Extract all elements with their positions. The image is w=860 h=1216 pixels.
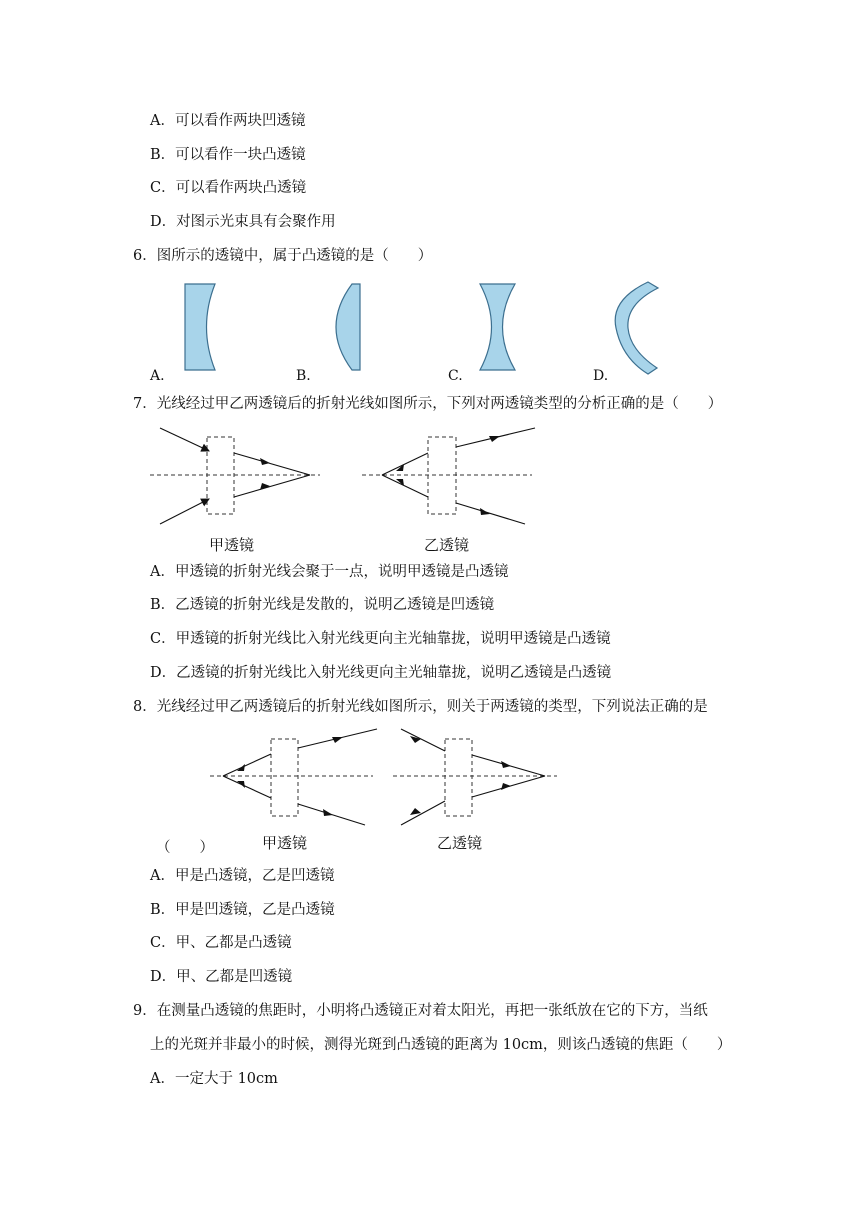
q8-answer-paren: （ ） <box>156 840 214 856</box>
lens-c-icon <box>480 284 515 370</box>
q5-option-d: D．对图示光束具有会聚作用 <box>150 214 336 230</box>
q8-ray-diagram <box>205 724 565 830</box>
q9-stem-line2: 上的光斑并非最小的时候，测得光斑到凸透镜的距离为 10cm，则该凸透镜的焦距（ ） <box>150 1037 732 1053</box>
q7-caption-jia: 甲透镜 <box>209 536 255 554</box>
lens-b-icon <box>336 284 360 370</box>
q8-option-b: B．甲是凹透镜，乙是凸透镜 <box>150 902 335 918</box>
q8-lens-yi-icon <box>445 739 472 816</box>
q8-option-a: A．甲是凸透镜，乙是凹透镜 <box>150 868 335 884</box>
q8-option-c: C．甲、乙都是凸透镜 <box>150 935 292 951</box>
q5-option-b: B．可以看作一块凸透镜 <box>150 147 306 163</box>
q9-option-a: A．一定大于 10cm <box>150 1071 278 1087</box>
q7-caption-yi: 乙透镜 <box>424 536 470 554</box>
q9-stem-line1: 9．在测量凸透镜的焦距时，小明将凸透镜正对着太阳光，再把一张纸放在它的下方，当纸 <box>133 1003 708 1019</box>
q6-label-c: C. <box>448 368 463 384</box>
q7-ray-diagram <box>150 420 550 532</box>
q8-caption-jia: 甲透镜 <box>262 834 308 852</box>
q5-option-a: A．可以看作两块凹透镜 <box>150 113 306 129</box>
q6-label-a: A. <box>150 368 165 384</box>
q7-option-b: B．乙透镜的折射光线是发散的，说明乙透镜是凹透镜 <box>150 597 495 613</box>
q6-lens-figure <box>140 278 660 388</box>
lens-a-icon <box>185 284 215 370</box>
q8-caption-yi: 乙透镜 <box>437 834 483 852</box>
q7-option-d: D．乙透镜的折射光线比入射光线更向主光轴靠拢，说明乙透镜是凸透镜 <box>150 665 612 681</box>
q5-option-c: C．可以看作两块凸透镜 <box>150 180 307 196</box>
lens-d-icon <box>615 282 658 374</box>
q7-option-a: A．甲透镜的折射光线会聚于一点，说明甲透镜是凸透镜 <box>150 564 509 580</box>
q8-option-d: D．甲、乙都是凹透镜 <box>150 969 293 985</box>
q7-option-c: C．甲透镜的折射光线比入射光线更向主光轴靠拢，说明甲透镜是凸透镜 <box>150 631 611 647</box>
q7-stem: 7．光线经过甲乙两透镜后的折射光线如图所示，下列对两透镜类型的分析正确的是（ ） <box>133 396 723 412</box>
q6-label-d: D. <box>593 368 609 384</box>
q8-stem: 8．光线经过甲乙两透镜后的折射光线如图所示，则关于两透镜的类型，下列说法正确的是 <box>133 699 708 715</box>
q6-stem: 6．图所示的透镜中，属于凸透镜的是（ ） <box>133 248 433 264</box>
q8-lens-jia-icon <box>271 739 298 816</box>
q6-label-b: B. <box>296 368 311 384</box>
